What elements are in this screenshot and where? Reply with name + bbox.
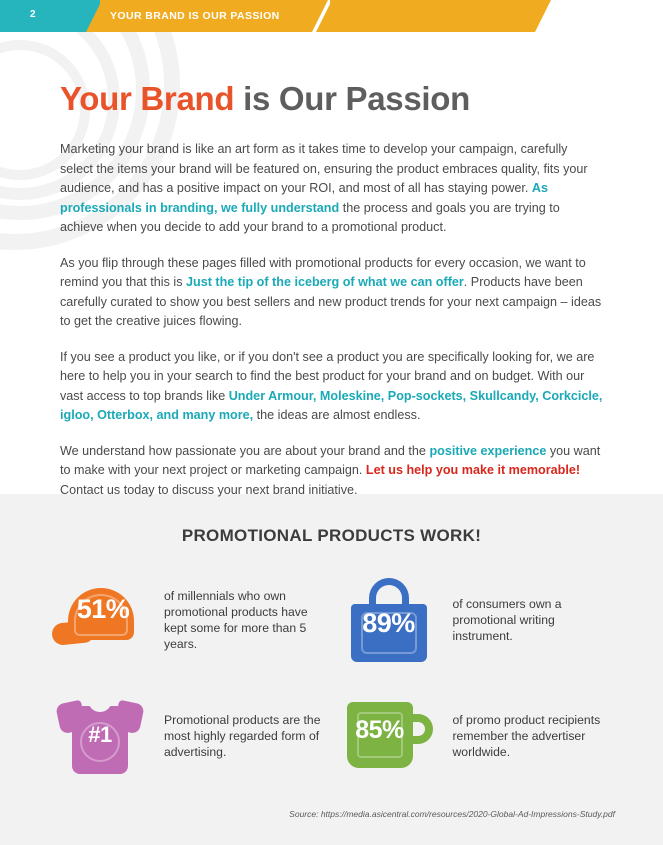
paragraph-2-part-b: . Products have been carefully curated to show you best sellers and new product trends for your next campaign – ideas to get the creative juices flowing. xyxy=(60,275,602,329)
stat-item xyxy=(48,688,327,784)
paragraph-2-part-a: As you flip through these pages filled with promotional products for every occasion, we want to remind you that this is xyxy=(60,255,586,290)
stat-item xyxy=(337,688,616,784)
stats-grid xyxy=(0,572,663,784)
stat-description: of consumers own a promotional writing instrument. xyxy=(452,596,562,644)
paragraph-4-highlight: positive experience xyxy=(429,443,547,458)
paragraph-4-part-b: you want to make with your next project or marketing campaign. xyxy=(60,443,601,478)
paragraph-3-part-b: the ideas are almost endless. xyxy=(253,408,421,423)
header-tagline: YOUR BRAND IS OUR PASSION xyxy=(110,10,280,22)
page-number: 2 xyxy=(30,9,37,20)
paragraph-4-cta: Let us help you make it memorable! xyxy=(365,463,581,478)
stats-heading: PROMOTIONAL PRODUCTS WORK! xyxy=(181,526,482,545)
paragraph-3-highlight: Under Armour, Moleskine, Pop-sockets, Skullcandy, Corkcicle, igloo, Otterbox, and many more, xyxy=(60,388,603,423)
page-header xyxy=(0,0,663,32)
paragraph-3-part-a: If you see a product you like, or if you don't see a product you are specifically looking for, we are here to help you in your search to find the best product for your brand and on budget. With our vast access to top brands like xyxy=(60,349,595,403)
paragraph-1-part-b: the process and goals you are trying to achieve when you decide to add your brand to a promotional product. xyxy=(60,200,560,235)
paragraph-3 xyxy=(60,348,603,426)
stat-value: 51% xyxy=(76,594,130,624)
page-title-rest: is Our Passion xyxy=(234,80,470,117)
paragraph-1-part-a: Marketing your brand is like an art form as it takes time to develop your campaign, carefully select the items your brand will be featured on, ensuring the product embraces quality, fits your audience, and has a positive impact on your ROI, and most of all has staying power. xyxy=(60,142,588,196)
stat-item xyxy=(337,572,616,668)
coffee-mug-icon xyxy=(337,688,441,784)
paragraph-4-part-a: We understand how passionate you are about your brand and the xyxy=(60,443,430,458)
stat-description: of millennials who own promotional products have kept some for more than 5 years. xyxy=(164,588,308,652)
stat-item xyxy=(48,572,327,668)
stat-value: #1 xyxy=(88,722,112,747)
stat-description: of promo product recipients remember the advertiser worldwide. xyxy=(452,712,601,760)
stats-panel xyxy=(0,494,663,845)
main-content xyxy=(0,80,663,500)
page-title xyxy=(60,80,603,118)
header-gold-block-2 xyxy=(330,0,535,32)
paragraph-2-highlight: Just the tip of the iceberg of what we can offer xyxy=(186,275,464,290)
paragraph-4-part-c: Contact us today to discuss your next brand initiative. xyxy=(60,482,358,497)
paragraph-4 xyxy=(60,442,603,501)
paragraph-2 xyxy=(60,254,603,332)
paragraph-1-highlight: As professionals in branding, we fully understand xyxy=(60,181,548,215)
header-teal-block xyxy=(0,0,92,32)
t-shirt-icon xyxy=(48,688,152,784)
paragraph-1 xyxy=(60,140,603,238)
tote-bag-icon xyxy=(337,572,441,668)
source-citation: Source: https://media.asicentral.com/resources/2020-Global-Ad-Impressions-Study.pdf xyxy=(289,809,615,819)
header-gold2-slant-right xyxy=(535,0,551,32)
stat-value: 85% xyxy=(355,716,404,744)
stat-description: Promotional products are the most highly regarded form of advertising. xyxy=(164,712,321,760)
baseball-cap-icon xyxy=(48,572,152,668)
stat-value: 89% xyxy=(362,608,415,638)
page-title-accent: Your Brand xyxy=(60,80,235,117)
